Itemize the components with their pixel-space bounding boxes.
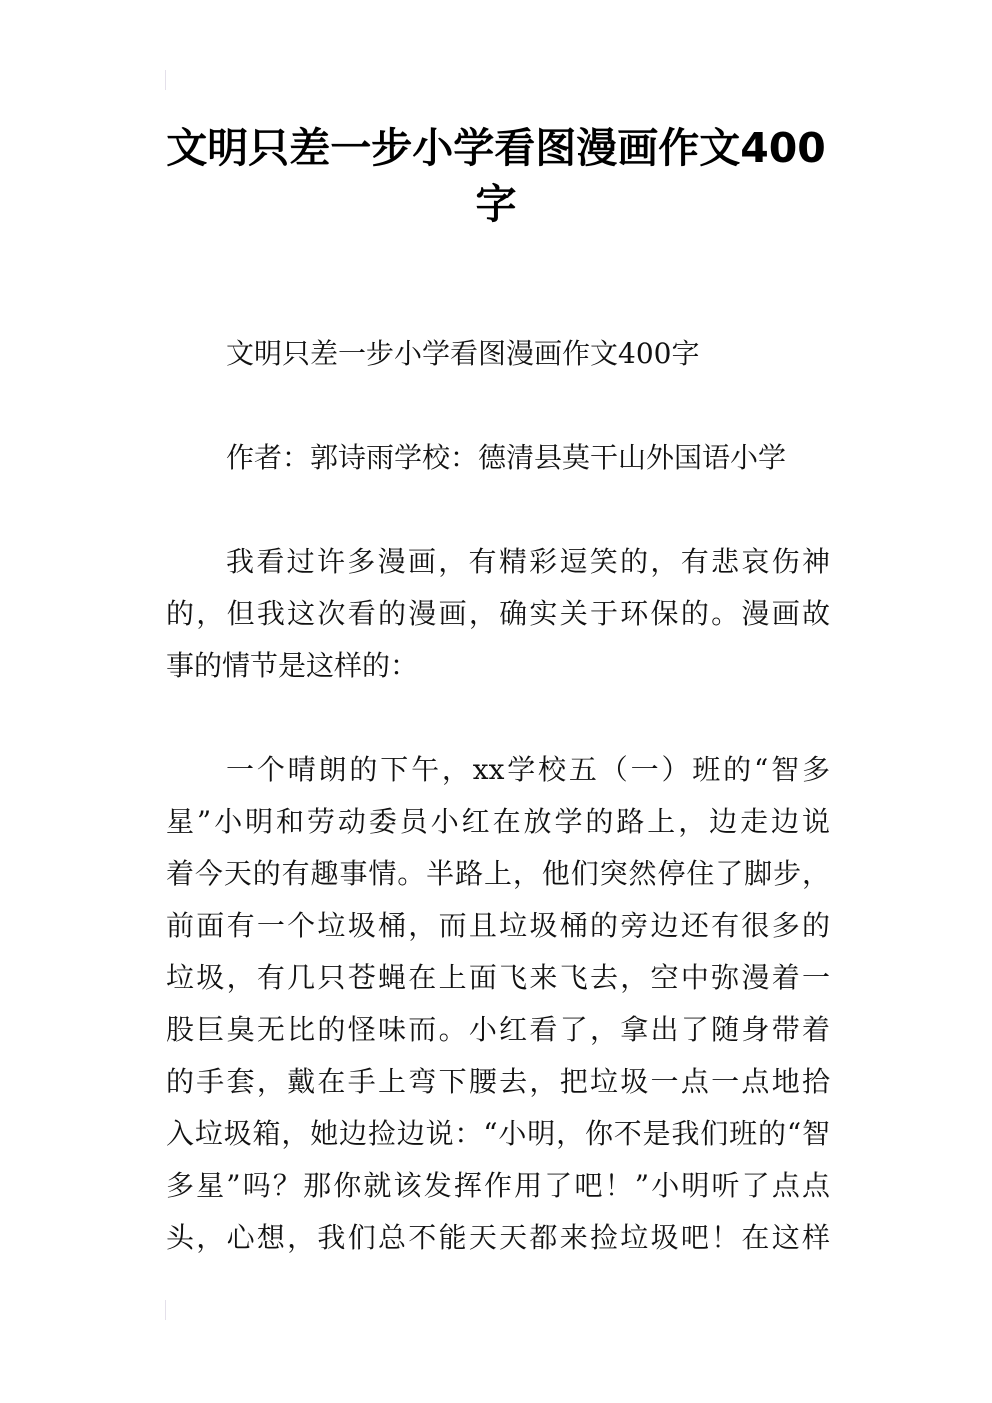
paragraph-line: 的手套，戴在手上弯下腰去，把垃圾一点一点地拾 (166, 1065, 830, 1098)
paragraph-line: 头，心想，我们总不能天天都来捡垃圾吧！在这样 (166, 1221, 830, 1254)
paragraph-line: 事的情节是这样的： (166, 649, 419, 682)
document-title (166, 120, 826, 232)
paragraph-line: 星”小明和劳动委员小红在放学的路上，边走边说 (166, 805, 830, 838)
paragraph-line: 股巨臭无比的怪味而。小红看了，拿出了随身带着 (166, 1013, 830, 1046)
paragraph-line: 着今天的有趣事情。半路上，他们突然停住了脚步， (166, 857, 830, 890)
byline: 作者：郭诗雨学校：德清县莫干山外国语小学 (226, 441, 787, 474)
paragraph-line: 前面有一个垃圾桶，而且垃圾桶的旁边还有很多的 (166, 909, 830, 942)
paragraph-line: 垃圾，有几只苍蝇在上面飞来飞去，空中弥漫着一 (166, 961, 830, 994)
title-line-2: 字 (475, 180, 517, 228)
paragraph-line: 多星”吗？那你就该发挥作用了吧！”小明听了点点 (166, 1169, 830, 1202)
paragraph-line: 一个晴朗的下午，xx学校五（一）班的“智多 (226, 753, 830, 786)
paragraph-line: 我看过许多漫画，有精彩逗笑的，有悲哀伤神 (226, 545, 830, 578)
page-corner-mark-bottom (165, 1300, 166, 1320)
title-line-1: 文明只差一步小学看图漫画作文400 (166, 124, 826, 172)
subtitle: 文明只差一步小学看图漫画作文400字 (226, 337, 700, 370)
paragraph-line: 的，但我这次看的漫画，确实关于环保的。漫画故 (166, 597, 830, 630)
page-corner-mark-top (165, 70, 166, 90)
paragraph-line: 入垃圾箱，她边捡边说：“小明，你不是我们班的“智 (166, 1117, 830, 1150)
